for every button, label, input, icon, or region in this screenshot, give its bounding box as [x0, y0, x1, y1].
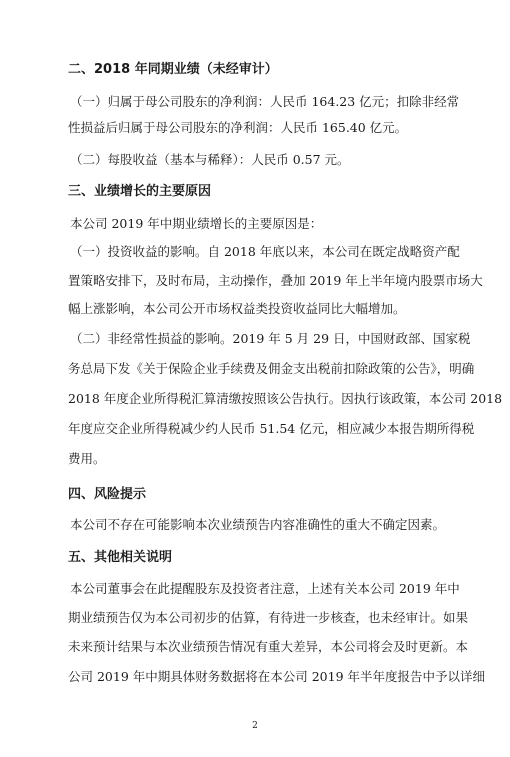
paragraph-line: 务总局下发《关于保险企业手续费及佣金支出税前扣除政策的公告》，明确 — [68, 361, 475, 376]
paragraph-line: 幅上涨影响，本公司公开市场权益类投资收益同比大幅增加。 — [68, 301, 406, 316]
page-number: 2 — [252, 721, 258, 731]
paragraph-line: （一）归属于母公司股东的净利润：人民币 164.23 亿元；扣除非经常 — [70, 94, 460, 109]
paragraph-line: 本公司不存在可能影响本次业绩预告内容准确性的重大不确定因素。 — [70, 517, 446, 532]
paragraph-line: （二）非经常性损益的影响。2019 年 5 月 29 日，中国财政部、国家税 — [70, 331, 471, 346]
paragraph-line: 期业绩预告仅为本公司初步的估算，有待进一步核查，也未经审计。如果 — [68, 610, 469, 625]
paragraph-line: 性损益后归属于母公司股东的净利润：人民币 165.40 亿元。 — [68, 120, 408, 135]
paragraph-line: 置策略安排下，及时布局，主动操作，叠加 2019 年上半年境内股票市场大 — [68, 273, 483, 288]
paragraph-line: 2018 年度企业所得税汇算清缴按照该公告执行。因执行该政策，本公司 2018 — [68, 391, 503, 406]
paragraph-line: 公司 2019 年中期具体财务数据将在本公司 2019 年半年度报告中予以详细 — [68, 669, 486, 684]
section-heading-growth-reasons: 三、业绩增长的主要原因 — [68, 184, 212, 199]
section-heading-prior-period-results: 二、2018 年同期业绩（未经审计） — [68, 62, 278, 77]
section-heading-risk-warning: 四、风险提示 — [68, 487, 147, 502]
paragraph-line: 本公司 2019 年中期业绩增长的主要原因是： — [70, 216, 323, 231]
paragraph-line: （一）投资收益的影响。自 2018 年底以来，本公司在既定战略资产配 — [70, 244, 460, 259]
paragraph-line: 年度应交企业所得税减少约人民币 51.54 亿元，相应减少本报告期所得税 — [68, 421, 475, 436]
section-heading-other-notes: 五、其他相关说明 — [68, 550, 173, 565]
paragraph-line: 本公司董事会在此提醒股东及投资者注意，上述有关本公司 2019 年中 — [70, 581, 460, 596]
paragraph-line: 未来预计结果与本次业绩预告情况有重大差异，本公司将会及时更新。本 — [68, 639, 469, 654]
paragraph-line: 费用。 — [68, 451, 106, 466]
paragraph-line: （二）每股收益（基本与稀释）：人民币 0.57 元。 — [70, 152, 350, 167]
